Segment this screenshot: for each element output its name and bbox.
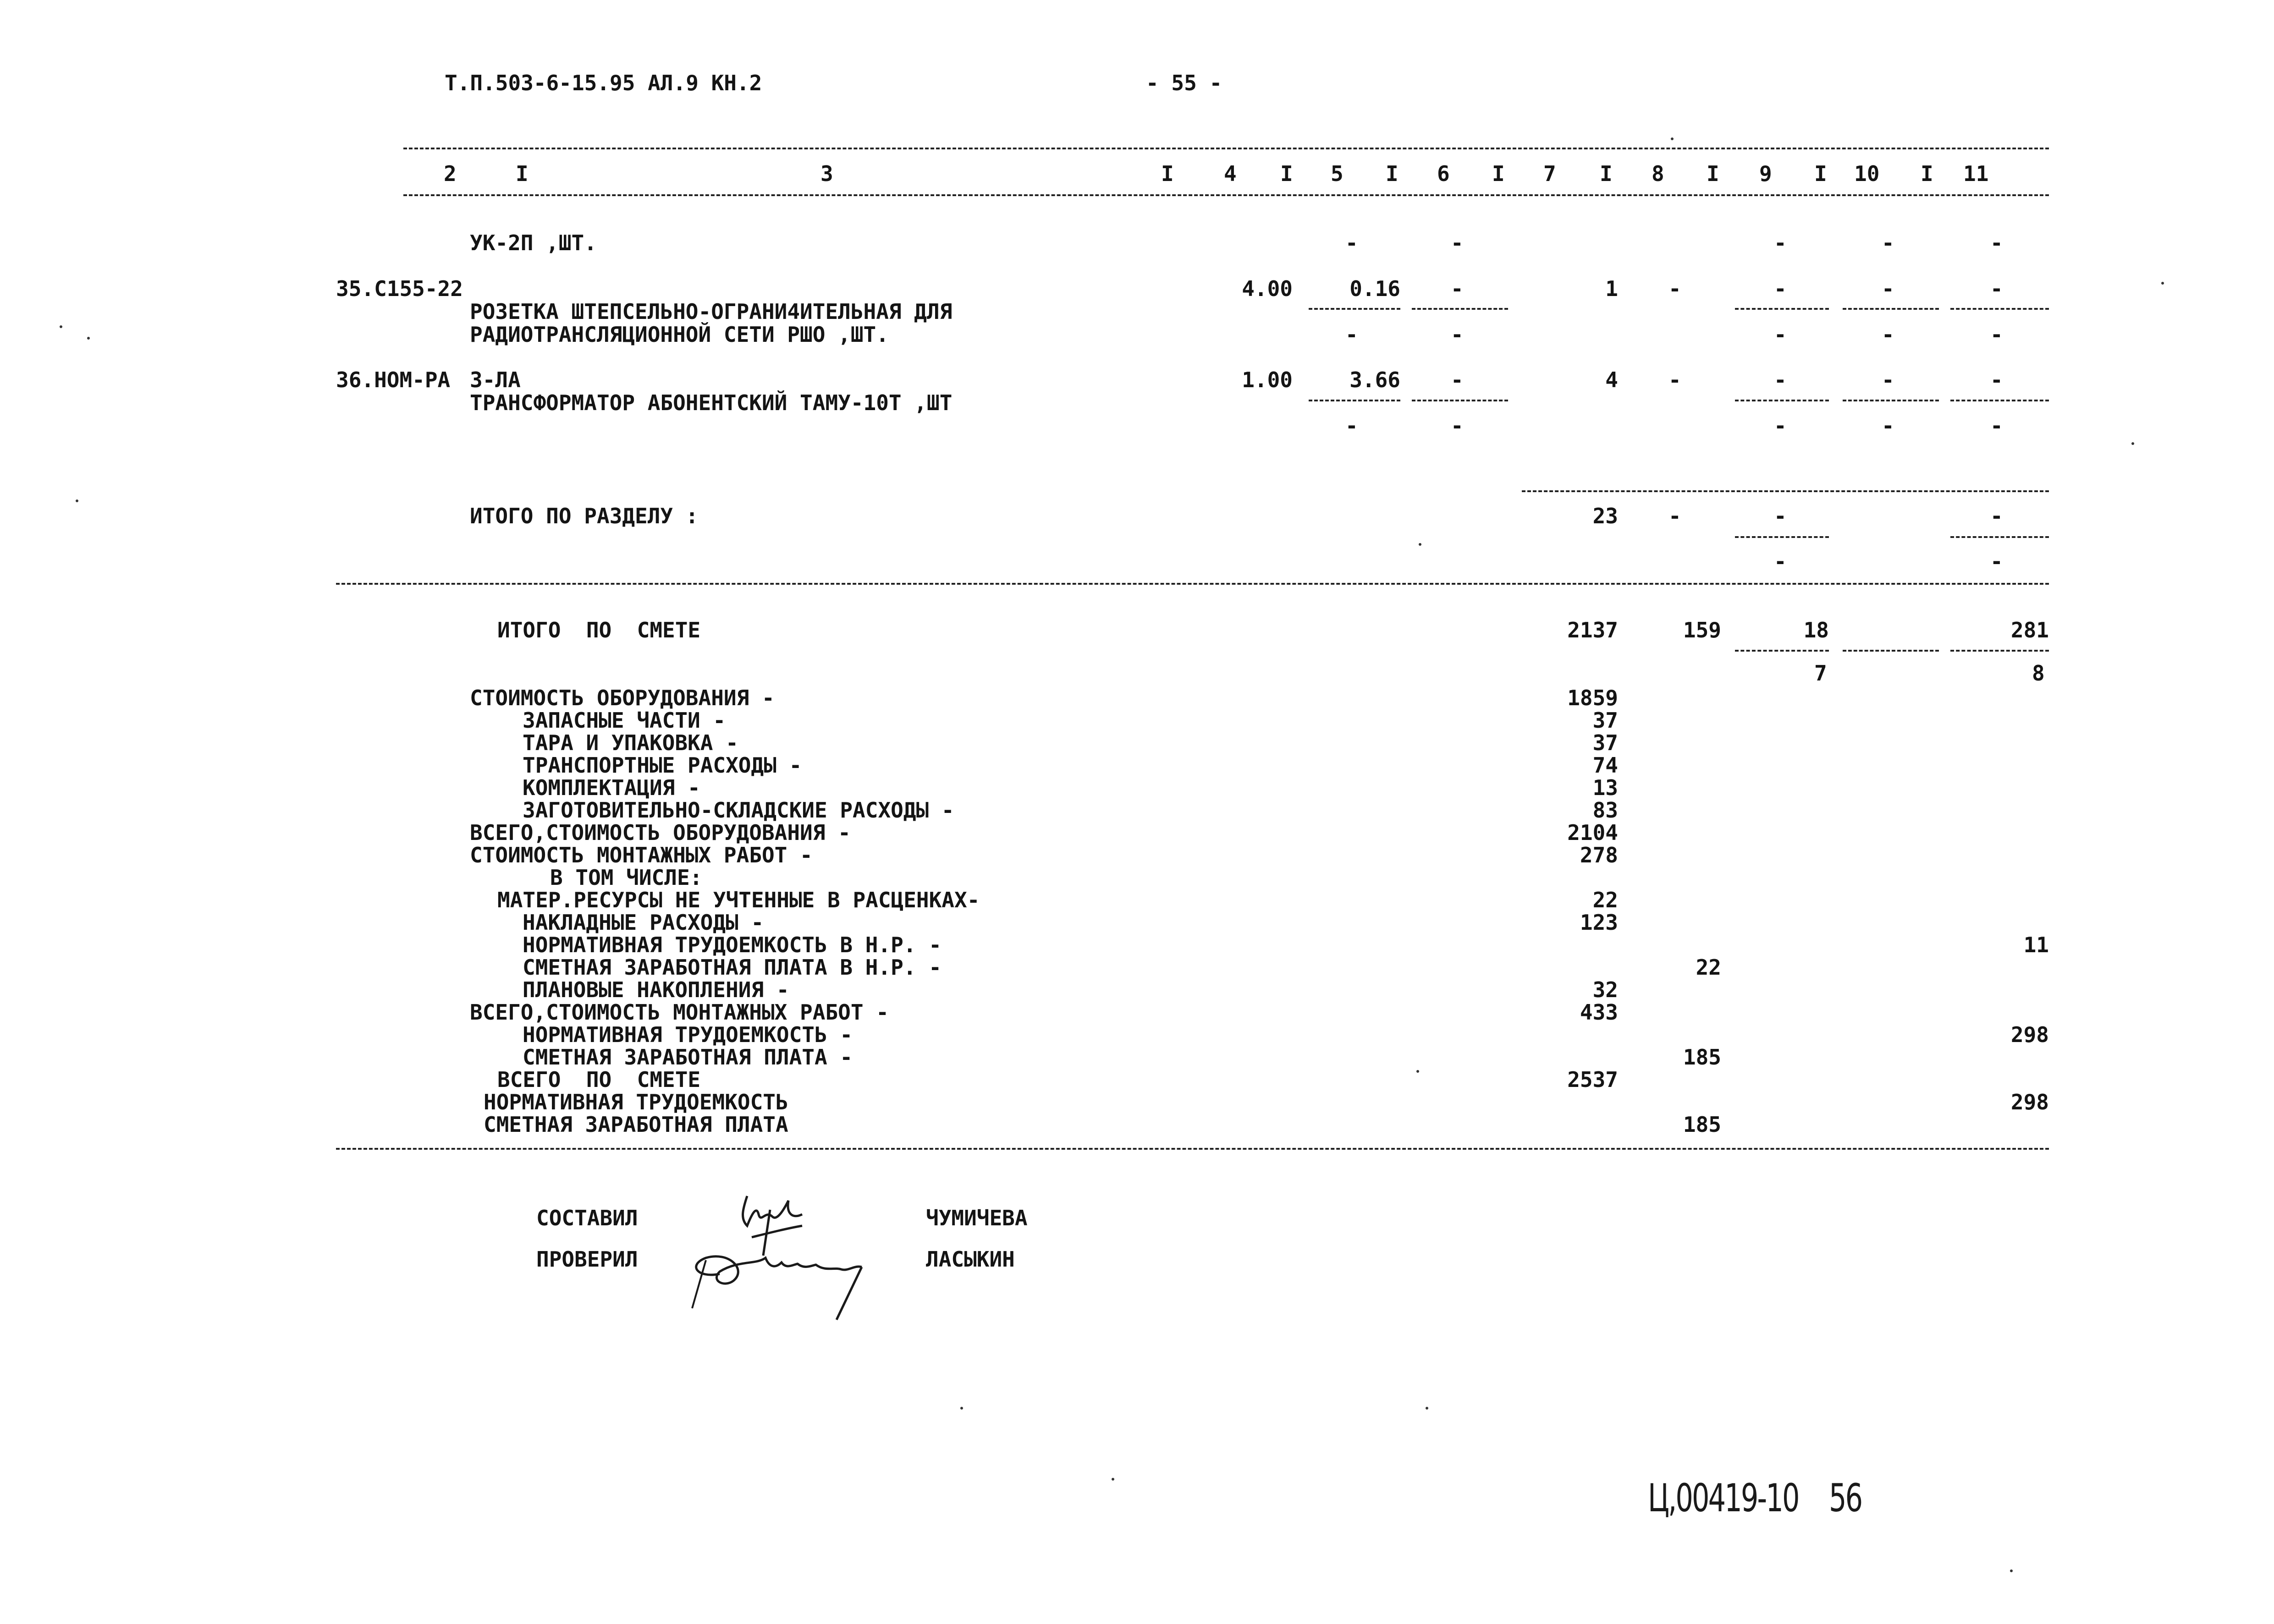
summary-label: ТРАНСПОРТНЫЕ РАСХОДЫ - bbox=[523, 753, 802, 778]
cell-col-11: - bbox=[1990, 230, 2003, 255]
cell-col-11: - bbox=[1990, 276, 2003, 301]
item-name: УК-2П ,ШТ. bbox=[470, 230, 597, 255]
summary-label: НОРМАТИВНАЯ ТРУДОЕМКОСТЬ bbox=[484, 1090, 788, 1114]
summary-label: НОРМАТИВНАЯ ТРУДОЕМКОСТЬ В Н.Р. - bbox=[523, 933, 942, 957]
section-total-rule bbox=[1522, 490, 2049, 492]
cell-col-8: - bbox=[1668, 368, 1681, 392]
handwritten-signatures bbox=[678, 1182, 880, 1324]
scan-speck bbox=[87, 337, 90, 340]
table-end-rule bbox=[336, 1148, 2049, 1150]
summary-label: СТОИМОСТЬ ОБОРУДОВАНИЯ - bbox=[470, 686, 775, 710]
cell-col-7: 1 bbox=[1605, 276, 1618, 301]
cell-divider bbox=[1412, 308, 1508, 310]
cell-col-9: - bbox=[1774, 413, 1787, 438]
cell-col-7: 4 bbox=[1605, 368, 1618, 392]
cell-col-9: - bbox=[1774, 230, 1787, 255]
cell-divider bbox=[1950, 400, 2049, 401]
scan-speck bbox=[1671, 137, 1674, 140]
col-sep: I bbox=[1814, 161, 1827, 186]
cell-col-5: 3.66 bbox=[1349, 368, 1400, 392]
section-total-label: ИТОГО ПО РАЗДЕЛУ : bbox=[470, 504, 699, 528]
cell-divider bbox=[1843, 400, 1939, 401]
cell-col-9: - bbox=[1774, 549, 1787, 574]
summary-value: 185 bbox=[1683, 1112, 1721, 1137]
compiled-label: СОСТАВИЛ bbox=[536, 1206, 638, 1230]
summary-value: 2537 bbox=[1567, 1067, 1618, 1092]
scan-speck bbox=[960, 1407, 963, 1410]
cell-divider bbox=[1735, 308, 1829, 310]
cell-col-9: - bbox=[1774, 276, 1787, 301]
cell-divider bbox=[1950, 308, 2049, 310]
summary-value: 37 bbox=[1592, 730, 1618, 755]
cell-col-9: - bbox=[1774, 504, 1787, 528]
cell-col-6: - bbox=[1451, 276, 1464, 301]
item-name: РАДИОТРАНСЛЯЦИОННОЙ СЕТИ РШО ,ШТ. bbox=[470, 322, 889, 347]
summary-value: 22 bbox=[1592, 888, 1618, 912]
summary-value: 278 bbox=[1580, 843, 1618, 867]
col-sep: I bbox=[1386, 161, 1399, 186]
cell-divider bbox=[1309, 308, 1400, 310]
cell-col-11: - bbox=[1990, 368, 2003, 392]
summary-value: 11 bbox=[2023, 933, 2049, 957]
cell-col-4: 4.00 bbox=[1242, 276, 1293, 301]
document-code: Т.П.503-6-15.95 АЛ.9 КН.2 bbox=[445, 71, 762, 95]
cell-col-6: - bbox=[1451, 413, 1464, 438]
col-11-header: 11 bbox=[1963, 161, 1989, 186]
col-sep: I bbox=[1161, 161, 1174, 186]
summary-label: НОРМАТИВНАЯ ТРУДОЕМКОСТЬ - bbox=[523, 1022, 853, 1047]
cell-col-11: 281 bbox=[2010, 618, 2049, 642]
cell-col-10: - bbox=[1882, 322, 1894, 347]
col-5-header: 5 bbox=[1331, 161, 1343, 186]
item-code-suffix: 3-ЛА bbox=[470, 368, 521, 392]
cell-divider bbox=[1735, 400, 1829, 401]
cell-divider bbox=[1950, 650, 2049, 652]
scan-speck bbox=[2161, 282, 2164, 285]
col-2-header: 2 bbox=[444, 161, 457, 186]
cell-col-11: - bbox=[1990, 504, 2003, 528]
cell-col-11: - bbox=[1990, 413, 2003, 438]
cell-col-11: - bbox=[1990, 322, 2003, 347]
cell-col-8: 159 bbox=[1683, 618, 1721, 642]
scan-speck bbox=[1426, 1407, 1428, 1410]
summary-value: 37 bbox=[1592, 708, 1618, 733]
summary-label: НАКЛАДНЫЕ РАСХОДЫ - bbox=[523, 910, 764, 935]
col-sep: I bbox=[1707, 161, 1719, 186]
summary-value: 185 bbox=[1683, 1045, 1721, 1070]
summary-label: ПЛАНОВЫЕ НАКОПЛЕНИЯ - bbox=[523, 977, 789, 1002]
estimate-divider-rule bbox=[336, 583, 2049, 585]
summary-value: 32 bbox=[1592, 977, 1618, 1002]
scan-speck bbox=[2131, 442, 2134, 445]
col-4-header: 4 bbox=[1224, 161, 1237, 186]
cell-col-4: 1.00 bbox=[1242, 368, 1293, 392]
cell-col-10: - bbox=[1882, 413, 1894, 438]
cell-col-5: - bbox=[1345, 230, 1358, 255]
scan-speck bbox=[60, 325, 62, 328]
summary-label: ВСЕГО,СТОИМОСТЬ ОБОРУДОВАНИЯ - bbox=[470, 820, 851, 845]
handwritten-page-number: 56 bbox=[1829, 1476, 1862, 1520]
scan-speck bbox=[76, 499, 78, 502]
summary-label: В ТОМ ЧИСЛЕ: bbox=[550, 865, 703, 890]
cell-divider bbox=[1735, 650, 1829, 652]
summary-value: 1859 bbox=[1567, 686, 1618, 710]
summary-value: 22 bbox=[1696, 955, 1721, 980]
col-sep: I bbox=[1280, 161, 1293, 186]
col-9-header: 9 bbox=[1759, 161, 1772, 186]
summary-value: 123 bbox=[1580, 910, 1618, 935]
scan-speck bbox=[1416, 1070, 1419, 1073]
summary-label: КОМПЛЕКТАЦИЯ - bbox=[523, 775, 700, 800]
summary-label: СТОИМОСТЬ МОНТАЖНЫХ РАБОТ - bbox=[470, 843, 813, 867]
cell-col-8: - bbox=[1668, 504, 1681, 528]
item-name: ТРАНСФОРМАТОР АБОНЕНТСКИЙ ТАМУ-10Т ,ШТ bbox=[470, 390, 953, 415]
cell-col-8: - bbox=[1668, 276, 1681, 301]
summary-value: 298 bbox=[2010, 1022, 2049, 1047]
cell-divider bbox=[1950, 536, 2049, 538]
estimate-total-label: ИТОГО ПО СМЕТЕ bbox=[497, 618, 701, 642]
summary-value: 433 bbox=[1580, 1000, 1618, 1025]
col-3-header: 3 bbox=[820, 161, 833, 186]
cell-col-6: - bbox=[1451, 230, 1464, 255]
scan-speck bbox=[1112, 1478, 1114, 1481]
cell-col-10: - bbox=[1882, 368, 1894, 392]
header-top-rule bbox=[403, 148, 2049, 149]
scan-speck bbox=[2010, 1569, 2013, 1572]
summary-value: 74 bbox=[1592, 753, 1618, 778]
handwritten-archive-code: Ц,00419-10 bbox=[1648, 1476, 1799, 1520]
col-sep: I bbox=[1921, 161, 1933, 186]
cell-divider bbox=[1309, 400, 1400, 401]
summary-value: 2104 bbox=[1567, 820, 1618, 845]
col-6-header: 6 bbox=[1437, 161, 1450, 186]
cell-col-7: 2137 bbox=[1567, 618, 1618, 642]
cell-col-9: - bbox=[1774, 322, 1787, 347]
summary-value: 83 bbox=[1592, 798, 1618, 823]
cell-col-10: - bbox=[1882, 230, 1894, 255]
summary-label: ЗАПАСНЫЕ ЧАСТИ - bbox=[523, 708, 726, 733]
cell-col-9: 18 bbox=[1803, 618, 1829, 642]
col-10-header: 10 bbox=[1854, 161, 1880, 186]
compiled-name: ЧУМИЧЕВА bbox=[926, 1206, 1028, 1230]
col-7-header: 7 bbox=[1543, 161, 1556, 186]
checked-label: ПРОВЕРИЛ bbox=[536, 1247, 638, 1272]
cell-col-6: - bbox=[1451, 322, 1464, 347]
summary-label: СМЕТНАЯ ЗАРАБОТНАЯ ПЛАТА bbox=[484, 1112, 788, 1137]
cell-col-6: - bbox=[1451, 368, 1464, 392]
cell-divider bbox=[1843, 308, 1939, 310]
cell-col-10: - bbox=[1882, 276, 1894, 301]
col-sep: I bbox=[1492, 161, 1505, 186]
cell-divider bbox=[1412, 400, 1508, 401]
cell-col-5: - bbox=[1345, 322, 1358, 347]
summary-label: ТАРА И УПАКОВКА - bbox=[523, 730, 738, 755]
summary-label: СМЕТНАЯ ЗАРАБОТНАЯ ПЛАТА - bbox=[523, 1045, 853, 1070]
col-sep: I bbox=[516, 161, 529, 186]
cell-col-7: 23 bbox=[1592, 504, 1618, 528]
scan-speck bbox=[1419, 543, 1421, 546]
summary-label: СМЕТНАЯ ЗАРАБОТНАЯ ПЛАТА В Н.Р. - bbox=[523, 955, 942, 980]
header-bottom-rule bbox=[403, 194, 2049, 196]
cell-col-11: 8 bbox=[2032, 661, 2045, 686]
summary-value: 298 bbox=[2010, 1090, 2049, 1114]
summary-label: ВСЕГО ПО СМЕТЕ bbox=[497, 1067, 701, 1092]
item-code: 36.НОМ-РА bbox=[336, 368, 451, 392]
summary-value: 13 bbox=[1592, 775, 1618, 800]
page-number: - 55 - bbox=[1146, 71, 1222, 95]
summary-label: ЗАГОТОВИТЕЛЬНО-СКЛАДСКИЕ РАСХОДЫ - bbox=[523, 798, 954, 823]
cell-col-9: - bbox=[1774, 368, 1787, 392]
cell-col-5: - bbox=[1345, 413, 1358, 438]
cell-col-11: - bbox=[1990, 549, 2003, 574]
summary-label: МАТЕР.РЕСУРСЫ НЕ УЧТЕННЫЕ В РАСЦЕНКАХ- bbox=[497, 888, 980, 912]
item-name: РОЗЕТКА ШТЕПСЕЛЬНО-ОГРАНИ4ИТЕЛЬНАЯ ДЛЯ bbox=[470, 299, 953, 324]
cell-divider bbox=[1843, 650, 1939, 652]
col-8-header: 8 bbox=[1652, 161, 1664, 186]
summary-label: ВСЕГО,СТОИМОСТЬ МОНТАЖНЫХ РАБОТ - bbox=[470, 1000, 889, 1025]
item-code: 35.С155-22 bbox=[336, 276, 463, 301]
cell-col-5: 0.16 bbox=[1349, 276, 1400, 301]
checked-name: ЛАСЫКИН bbox=[926, 1247, 1015, 1272]
col-sep: I bbox=[1600, 161, 1613, 186]
cell-divider bbox=[1735, 536, 1829, 538]
cell-col-9: 7 bbox=[1814, 661, 1827, 686]
